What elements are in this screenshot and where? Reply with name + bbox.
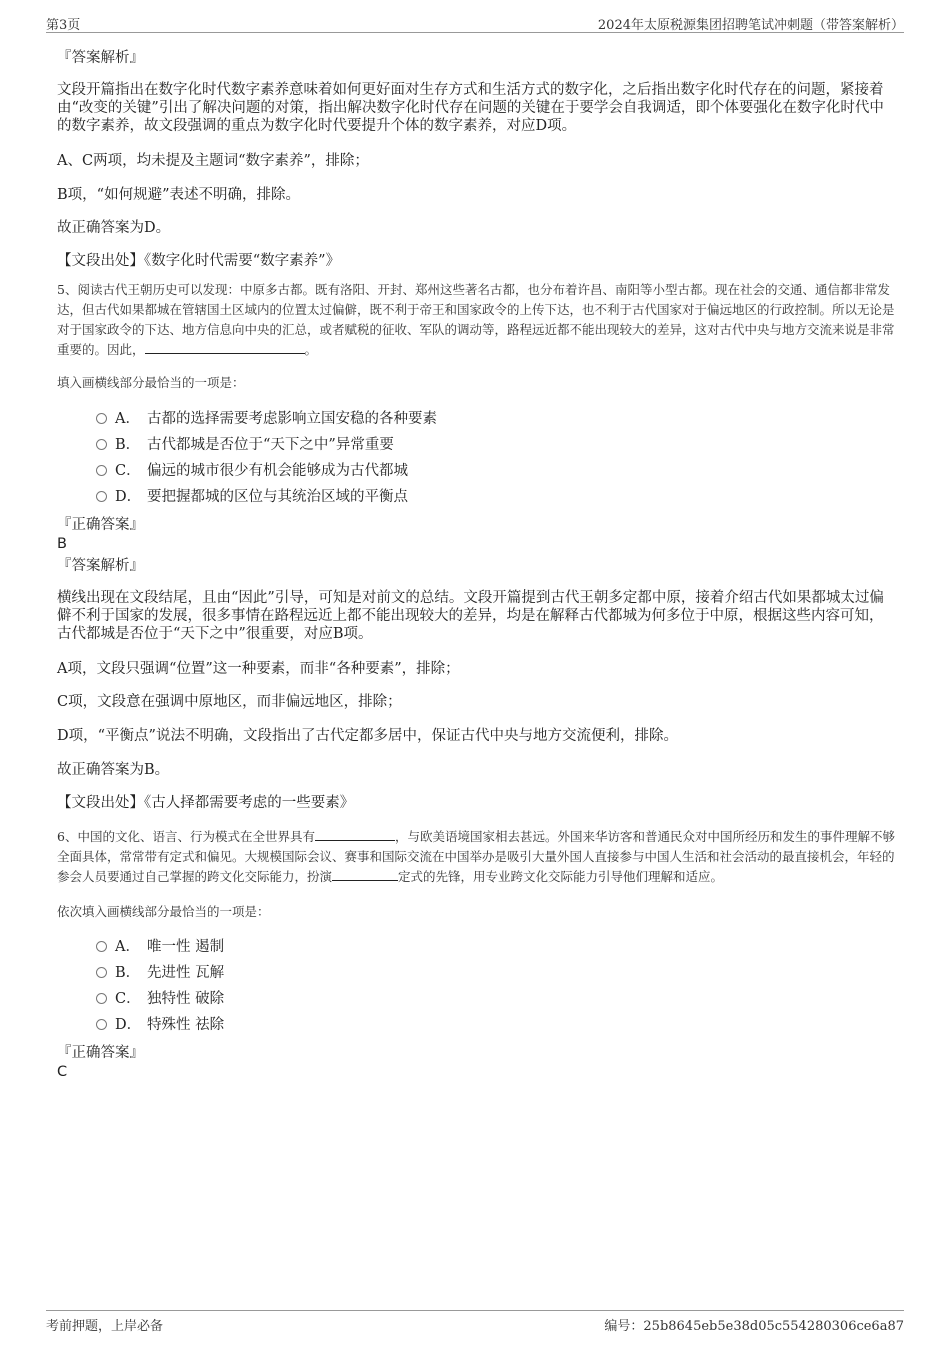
q5-option-a[interactable]: A． 古都的选择需要考虑影响立国安稳的各种要素	[96, 409, 437, 429]
q5-prompt: 填入画横线部分最恰当的一项是：	[57, 375, 245, 390]
q6-answer-title: 『正确答案』	[57, 1045, 144, 1061]
q5-line-a: A项，文段只强调“位置”这一种要素，而非“各种要素”，排除；	[57, 661, 460, 677]
page-footer	[46, 1310, 904, 1333]
q6-option-d[interactable]: D． 特殊性 祛除	[96, 1015, 224, 1035]
radio-icon[interactable]	[96, 967, 107, 978]
radio-icon[interactable]	[96, 941, 107, 952]
q5-answer-title: 『正确答案』	[57, 517, 144, 533]
q5-conclusion: 故正确答案为B。	[57, 762, 170, 778]
q6-prompt: 依次填入画横线部分最恰当的一项是：	[57, 904, 270, 919]
q6-stem: 6、中国的文化、语言、行为模式在全世界具有 ，与欧美语境国家相去甚远。外国来华访客和普通民众对中国所经历和发生的事件理解不够全面具体，常常带有定式和偏见。大规模国际会议、赛事和国际交流在中国举办是吸引大量外国人直接参与中国人生活和社会活动的最直接机会，年轻的参会人员要通过自己掌握的跨文化交际能力，扮演 定式的先锋，用专业跨文化交际能力引导他们理解和适应。	[57, 829, 895, 884]
q4-analysis-text: 文段开篇指出在数字化时代数字素养意味着如何更好面对生存方式和生活方式的数字化，之后指出数字化时代存在的问题，紧接着由“改变的关键”引出了解决问题的对策，指出解决数字化时代存在问题的关键在于要学会自我调适，即个体要强化在数字化时代中的数字素养，故文段强调的重点为数字化时代要提升个体的数字素养，对应D项。	[57, 82, 884, 134]
q5-analysis-title: 『答案解析』	[57, 558, 144, 574]
radio-icon[interactable]	[96, 993, 107, 1004]
q5-stem: 5、阅读古代王朝历史可以发现：中原多古都。既有洛阳、开封、郑州这些著名古都，也分布着许昌、南阳等小型古都。现在社会的交通、通信都非常发达，但古代如果都城在管辖国土区域内的位置太过偏僻，既不利于帝王和国家政令的上传下达，也不利于古代国家对于偏远地区的行政控制。所以无论是对于国家政令的下达、地方信息向中央的汇总，或者赋税的征收、军队的调动等，路程远近都不能出现较大的差异，这对古代中央与地方交流来说是非常重要的。因此， 。	[57, 282, 895, 357]
q4-line-b: B项，“如何规避”表述不明确，排除。	[57, 187, 300, 203]
q4-analysis-title: 『答案解析』	[57, 50, 144, 66]
page-number: 第3页	[46, 18, 81, 33]
page-header	[46, 14, 904, 33]
q6-blank-2	[332, 868, 398, 881]
q6-blank-1	[315, 828, 395, 841]
q5-option-c[interactable]: C． 偏远的城市很少有机会能够成为古代都城	[96, 461, 408, 481]
q6-option-c[interactable]: C． 独特性 破除	[96, 989, 224, 1009]
q5-line-d: D项，“平衡点”说法不明确，文段指出了古代定都多居中，保证古代中央与地方交流便利，排除。	[57, 728, 678, 744]
q5-source: 【文段出处】《古人择都需要考虑的一些要素》	[57, 795, 355, 811]
radio-icon[interactable]	[96, 1019, 107, 1030]
q5-option-b[interactable]: B． 古代都城是否位于“天下之中”异常重要	[96, 435, 394, 455]
radio-icon[interactable]	[96, 491, 107, 502]
document-title: 2024年太原税源集团招聘笔试冲刺题（带答案解析）	[597, 18, 904, 33]
radio-icon[interactable]	[96, 439, 107, 450]
document-code: 编号：25b8645eb5e38d05c554280306ce6a87	[604, 1319, 904, 1334]
q5-option-d[interactable]: D． 要把握都城的区位与其统治区域的平衡点	[96, 487, 408, 507]
q4-conclusion: 故正确答案为D。	[57, 220, 171, 236]
radio-icon[interactable]	[96, 465, 107, 476]
q6-option-b[interactable]: B． 先进性 瓦解	[96, 963, 224, 983]
q5-line-c: C项，文段意在强调中原地区，而非偏远地区，排除；	[57, 694, 402, 710]
q4-line-ac: A、C两项，均未提及主题词“数字素养”，排除；	[57, 153, 369, 169]
q5-analysis-text: 横线出现在文段结尾，且由“因此”引导，可知是对前文的总结。文段开篇提到古代王朝多定都中原，接着介绍古代如果都城太过偏僻不利于国家的发展，很多事情在路程远近上都不能出现较大的差异，均是在解释古代都城为何多位于中原，根据这些内容可知，古代都城是否位于“天下之中”很重要，对应B项。	[57, 590, 884, 642]
q5-blank	[145, 341, 305, 354]
q6-answer: C	[57, 1064, 68, 1080]
footer-slogan: 考前押题，上岸必备	[46, 1319, 164, 1334]
radio-icon[interactable]	[96, 413, 107, 424]
q4-source: 【文段出处】《数字化时代需要“数字素养”》	[57, 253, 341, 269]
q6-option-a[interactable]: A． 唯一性 遏制	[96, 937, 224, 957]
q5-answer: B	[57, 536, 67, 552]
